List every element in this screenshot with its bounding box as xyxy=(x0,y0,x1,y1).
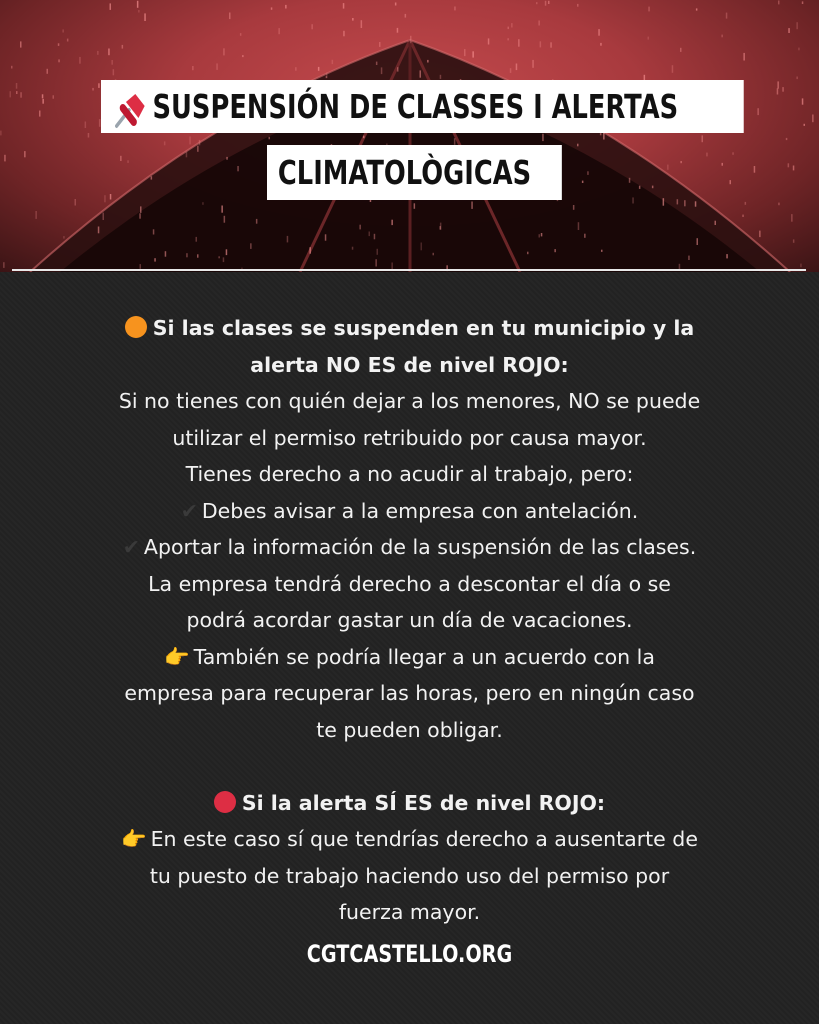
raindrop xyxy=(108,49,110,56)
section1-heading-line2: alerta NO ES de nivel ROJO: xyxy=(250,352,569,377)
raindrop xyxy=(410,36,412,43)
raindrop xyxy=(798,48,800,51)
raindrop xyxy=(240,33,242,36)
raindrop xyxy=(587,171,589,175)
raindrop xyxy=(510,68,512,73)
raindrop xyxy=(202,202,204,205)
raindrop xyxy=(97,51,99,55)
raindrop xyxy=(532,60,534,68)
spacer xyxy=(0,748,819,785)
section1-p6: 👉 También se podría llegar a un acuerdo con la xyxy=(0,639,819,676)
raindrop xyxy=(226,157,228,160)
raindrop xyxy=(732,152,734,155)
section2-p1: 👉 En este caso sí que tendrías derecho a ausentarte de xyxy=(0,821,819,858)
title-line-2-box xyxy=(267,145,562,200)
raindrop xyxy=(58,43,60,46)
raindrop xyxy=(11,66,13,69)
raindrop xyxy=(680,161,682,163)
raindrop xyxy=(285,5,287,9)
raindrop xyxy=(677,199,679,204)
raindrop xyxy=(138,10,140,13)
raindrop xyxy=(395,3,397,6)
raindrop xyxy=(542,134,544,141)
raindrop xyxy=(793,166,795,171)
raindrop xyxy=(600,43,602,46)
raindrop xyxy=(352,247,354,250)
raindrop xyxy=(397,67,399,71)
raindrop xyxy=(376,62,378,65)
raindrop xyxy=(759,231,761,238)
raindrop xyxy=(715,221,717,225)
section1-p1: Si no tienes con quién dejar a los menores, NO se puede xyxy=(118,389,701,413)
raindrop xyxy=(548,1,550,4)
raindrop xyxy=(4,155,6,162)
raindrop xyxy=(793,239,795,242)
raindrop xyxy=(374,234,376,240)
raindrop xyxy=(777,81,779,88)
raindrop xyxy=(197,146,199,152)
raindrop xyxy=(113,69,115,75)
umbrella-rain-illustration xyxy=(0,0,819,272)
raindrop xyxy=(550,42,552,47)
raindrop xyxy=(24,151,26,157)
raindrop xyxy=(379,42,381,47)
raindrop xyxy=(706,153,708,157)
raindrop xyxy=(680,48,682,52)
raindrop xyxy=(420,70,422,77)
raindrop xyxy=(648,37,650,40)
raindrop xyxy=(53,95,55,98)
raindrop xyxy=(256,219,258,224)
section2-heading: Si la alerta SÍ ES de nivel ROJO: xyxy=(0,785,819,822)
raindrop xyxy=(440,226,442,230)
raindrop xyxy=(488,38,490,44)
raindrop xyxy=(554,249,556,252)
raindrop xyxy=(778,1,780,5)
section2-p2: tu puesto de trabajo haciendo uso del permiso por xyxy=(149,863,670,888)
raindrop xyxy=(538,21,540,26)
section1-p7: empresa para recuperar las horas, pero en ningún caso xyxy=(124,681,695,705)
raindrop xyxy=(454,7,456,11)
raindrop xyxy=(508,27,510,30)
raindrop xyxy=(343,31,345,37)
raindrop xyxy=(754,166,756,173)
raindrop xyxy=(98,83,100,88)
raindrop xyxy=(127,160,129,163)
header-divider xyxy=(12,269,806,271)
raindrop xyxy=(144,13,146,21)
section1-check1: ✔ Debes avisar a la empresa con antelación. xyxy=(0,493,819,530)
raindrop xyxy=(414,203,416,209)
raindrop xyxy=(684,200,686,206)
raindrop xyxy=(311,24,313,29)
raindrop xyxy=(433,253,435,256)
pushpin-icon xyxy=(112,90,153,124)
raindrop xyxy=(639,186,641,189)
raindrop xyxy=(516,64,518,71)
raindrop xyxy=(702,135,704,142)
raindrop xyxy=(573,205,575,210)
raindrop xyxy=(318,67,320,71)
raindrop xyxy=(777,88,779,94)
raindrop xyxy=(804,124,806,126)
raindrop xyxy=(164,141,166,145)
raindrop xyxy=(527,252,529,255)
raindrop xyxy=(663,198,665,206)
raindrop xyxy=(632,197,634,203)
raindrop xyxy=(110,194,112,200)
section1-heading-line1: Si las clases se suspenden en tu municipio y la xyxy=(0,310,819,347)
pointing-hand-icon: 👉 xyxy=(164,644,190,669)
raindrop xyxy=(111,60,113,65)
raindrop xyxy=(667,165,669,170)
raindrop xyxy=(472,51,474,57)
raindrop xyxy=(788,28,790,33)
raindrop xyxy=(242,55,244,57)
raindrop xyxy=(577,144,579,147)
section1-p3: Tienes derecho a no acudir al trabajo, pero: xyxy=(185,462,634,486)
raindrop xyxy=(742,215,744,217)
raindrop xyxy=(103,213,105,220)
raindrop xyxy=(652,186,654,189)
section1-p4: La empresa tendrá derecho a descontar el día o se xyxy=(148,571,671,596)
raindrop xyxy=(67,39,69,42)
raindrop xyxy=(85,122,87,129)
section1-p5: podrá acordar gastar un día de vacaciones. xyxy=(186,608,633,632)
raindrop xyxy=(196,237,198,242)
check-mark-icon: ✔ xyxy=(180,498,198,523)
raindrop xyxy=(722,163,724,166)
raindrop xyxy=(598,29,600,36)
raindrop xyxy=(224,216,226,223)
raindrop xyxy=(788,163,790,167)
check-mark-icon: ✔ xyxy=(122,535,140,559)
raindrop xyxy=(745,202,747,205)
raindrop xyxy=(802,98,804,104)
raindrop xyxy=(791,214,793,222)
raindrop xyxy=(197,254,199,257)
raindrop xyxy=(343,3,345,9)
raindrop xyxy=(726,254,728,258)
raindrop xyxy=(584,234,586,238)
raindrop xyxy=(165,251,167,257)
raindrop xyxy=(359,225,361,230)
raindrop xyxy=(189,137,191,145)
raindrop xyxy=(186,152,188,158)
title-line-1: SUSPENSIÓN DE CLASSES I ALERTAS xyxy=(152,87,679,126)
raindrop xyxy=(271,7,273,9)
raindrop xyxy=(16,91,18,94)
raindrop xyxy=(79,57,81,64)
section1-check2: ✔ Aportar la información de la suspensión de las clases. xyxy=(0,529,819,566)
raindrop xyxy=(16,83,17,89)
raindrop xyxy=(363,136,365,139)
raindrop xyxy=(39,111,41,117)
raindrop xyxy=(3,262,5,268)
raindrop xyxy=(507,38,509,40)
raindrop xyxy=(237,166,239,171)
raindrop xyxy=(672,65,674,73)
raindrop xyxy=(295,67,297,71)
raindrop xyxy=(88,133,90,138)
raindrop xyxy=(688,256,690,260)
raindrop xyxy=(62,29,64,32)
raindrop xyxy=(250,243,252,249)
body-text xyxy=(0,310,819,931)
raindrop xyxy=(782,87,784,92)
raindrop xyxy=(92,88,94,91)
raindrop xyxy=(186,253,188,257)
footer-website: CGTCASTELLO.ORG xyxy=(306,940,513,968)
orange-circle-icon xyxy=(125,316,147,338)
raindrop xyxy=(139,213,141,218)
raindrop xyxy=(629,178,631,183)
raindrop xyxy=(697,238,699,245)
raindrop xyxy=(110,3,112,9)
raindrop xyxy=(287,236,289,243)
raindrop xyxy=(226,249,228,255)
raindrop xyxy=(536,2,538,4)
raindrop xyxy=(381,67,383,74)
raindrop xyxy=(695,201,697,206)
raindrop xyxy=(309,247,311,254)
raindrop xyxy=(796,77,798,80)
raindrop xyxy=(786,138,788,140)
raindrop xyxy=(153,229,155,234)
raindrop xyxy=(743,53,745,61)
title-line-1-box xyxy=(101,80,744,133)
raindrop xyxy=(377,249,379,255)
raindrop xyxy=(427,60,429,63)
raindrop xyxy=(154,258,156,261)
raindrop xyxy=(42,99,44,104)
raindrop xyxy=(540,41,542,47)
raindrop xyxy=(518,39,520,47)
section1-p8: te pueden obligar. xyxy=(316,717,503,742)
raindrop xyxy=(223,257,225,262)
raindrop xyxy=(375,259,377,266)
raindrop xyxy=(369,232,371,237)
raindrop xyxy=(98,227,100,234)
raindrop xyxy=(541,233,543,236)
raindrop xyxy=(199,140,201,145)
raindrop xyxy=(361,20,363,28)
raindrop xyxy=(325,234,327,240)
raindrop xyxy=(120,156,122,161)
raindrop xyxy=(757,108,759,115)
raindrop xyxy=(221,206,223,213)
raindrop xyxy=(35,211,37,219)
section1-p2: utilizar el permiso retribuido por causa mayor. xyxy=(172,425,647,450)
raindrop xyxy=(229,13,231,20)
raindrop xyxy=(730,180,732,184)
raindrop xyxy=(405,14,407,18)
raindrop xyxy=(20,92,22,98)
raindrop xyxy=(812,115,814,123)
raindrop xyxy=(721,35,723,38)
raindrop xyxy=(778,203,780,206)
raindrop xyxy=(47,69,49,74)
raindrop xyxy=(58,59,60,62)
raindrop xyxy=(332,60,334,64)
raindrop xyxy=(42,94,44,98)
pointing-hand-icon: 👉 xyxy=(121,827,147,851)
raindrop xyxy=(454,138,456,145)
raindrop xyxy=(104,195,106,202)
raindrop xyxy=(122,45,124,49)
raindrop xyxy=(578,222,580,230)
raindrop xyxy=(601,250,603,252)
raindrop xyxy=(800,264,802,268)
raindrop xyxy=(648,7,650,12)
title-line-2: CLIMATOLÒGICAS xyxy=(277,153,532,192)
raindrop xyxy=(218,256,220,258)
raindrop xyxy=(726,13,728,19)
raindrop xyxy=(192,66,194,70)
raindrop xyxy=(802,1,804,4)
raindrop xyxy=(137,1,139,8)
raindrop xyxy=(539,234,541,237)
raindrop xyxy=(151,176,153,179)
raindrop xyxy=(352,18,354,21)
raindrop xyxy=(464,49,466,56)
header-umbrella-image xyxy=(0,0,819,272)
raindrop xyxy=(216,63,218,70)
raindrop xyxy=(440,75,442,79)
raindrop xyxy=(10,91,12,97)
raindrop xyxy=(326,73,328,79)
raindrop xyxy=(20,41,22,47)
raindrop xyxy=(577,4,579,7)
raindrop xyxy=(511,23,512,27)
raindrop xyxy=(421,243,423,251)
raindrop xyxy=(582,181,584,183)
raindrop xyxy=(391,220,393,225)
raindrop xyxy=(397,28,399,33)
raindrop xyxy=(140,206,142,213)
raindrop xyxy=(696,8,698,10)
raindrop xyxy=(223,48,225,55)
section2-p3: fuerza mayor. xyxy=(338,900,481,924)
raindrop xyxy=(269,137,271,140)
raindrop xyxy=(545,1,547,6)
raindrop xyxy=(63,236,64,239)
raindrop xyxy=(278,28,280,34)
raindrop xyxy=(0,131,2,136)
raindrop xyxy=(796,22,798,29)
raindrop xyxy=(471,202,473,209)
raindrop xyxy=(75,199,77,206)
red-circle-icon xyxy=(214,791,236,813)
